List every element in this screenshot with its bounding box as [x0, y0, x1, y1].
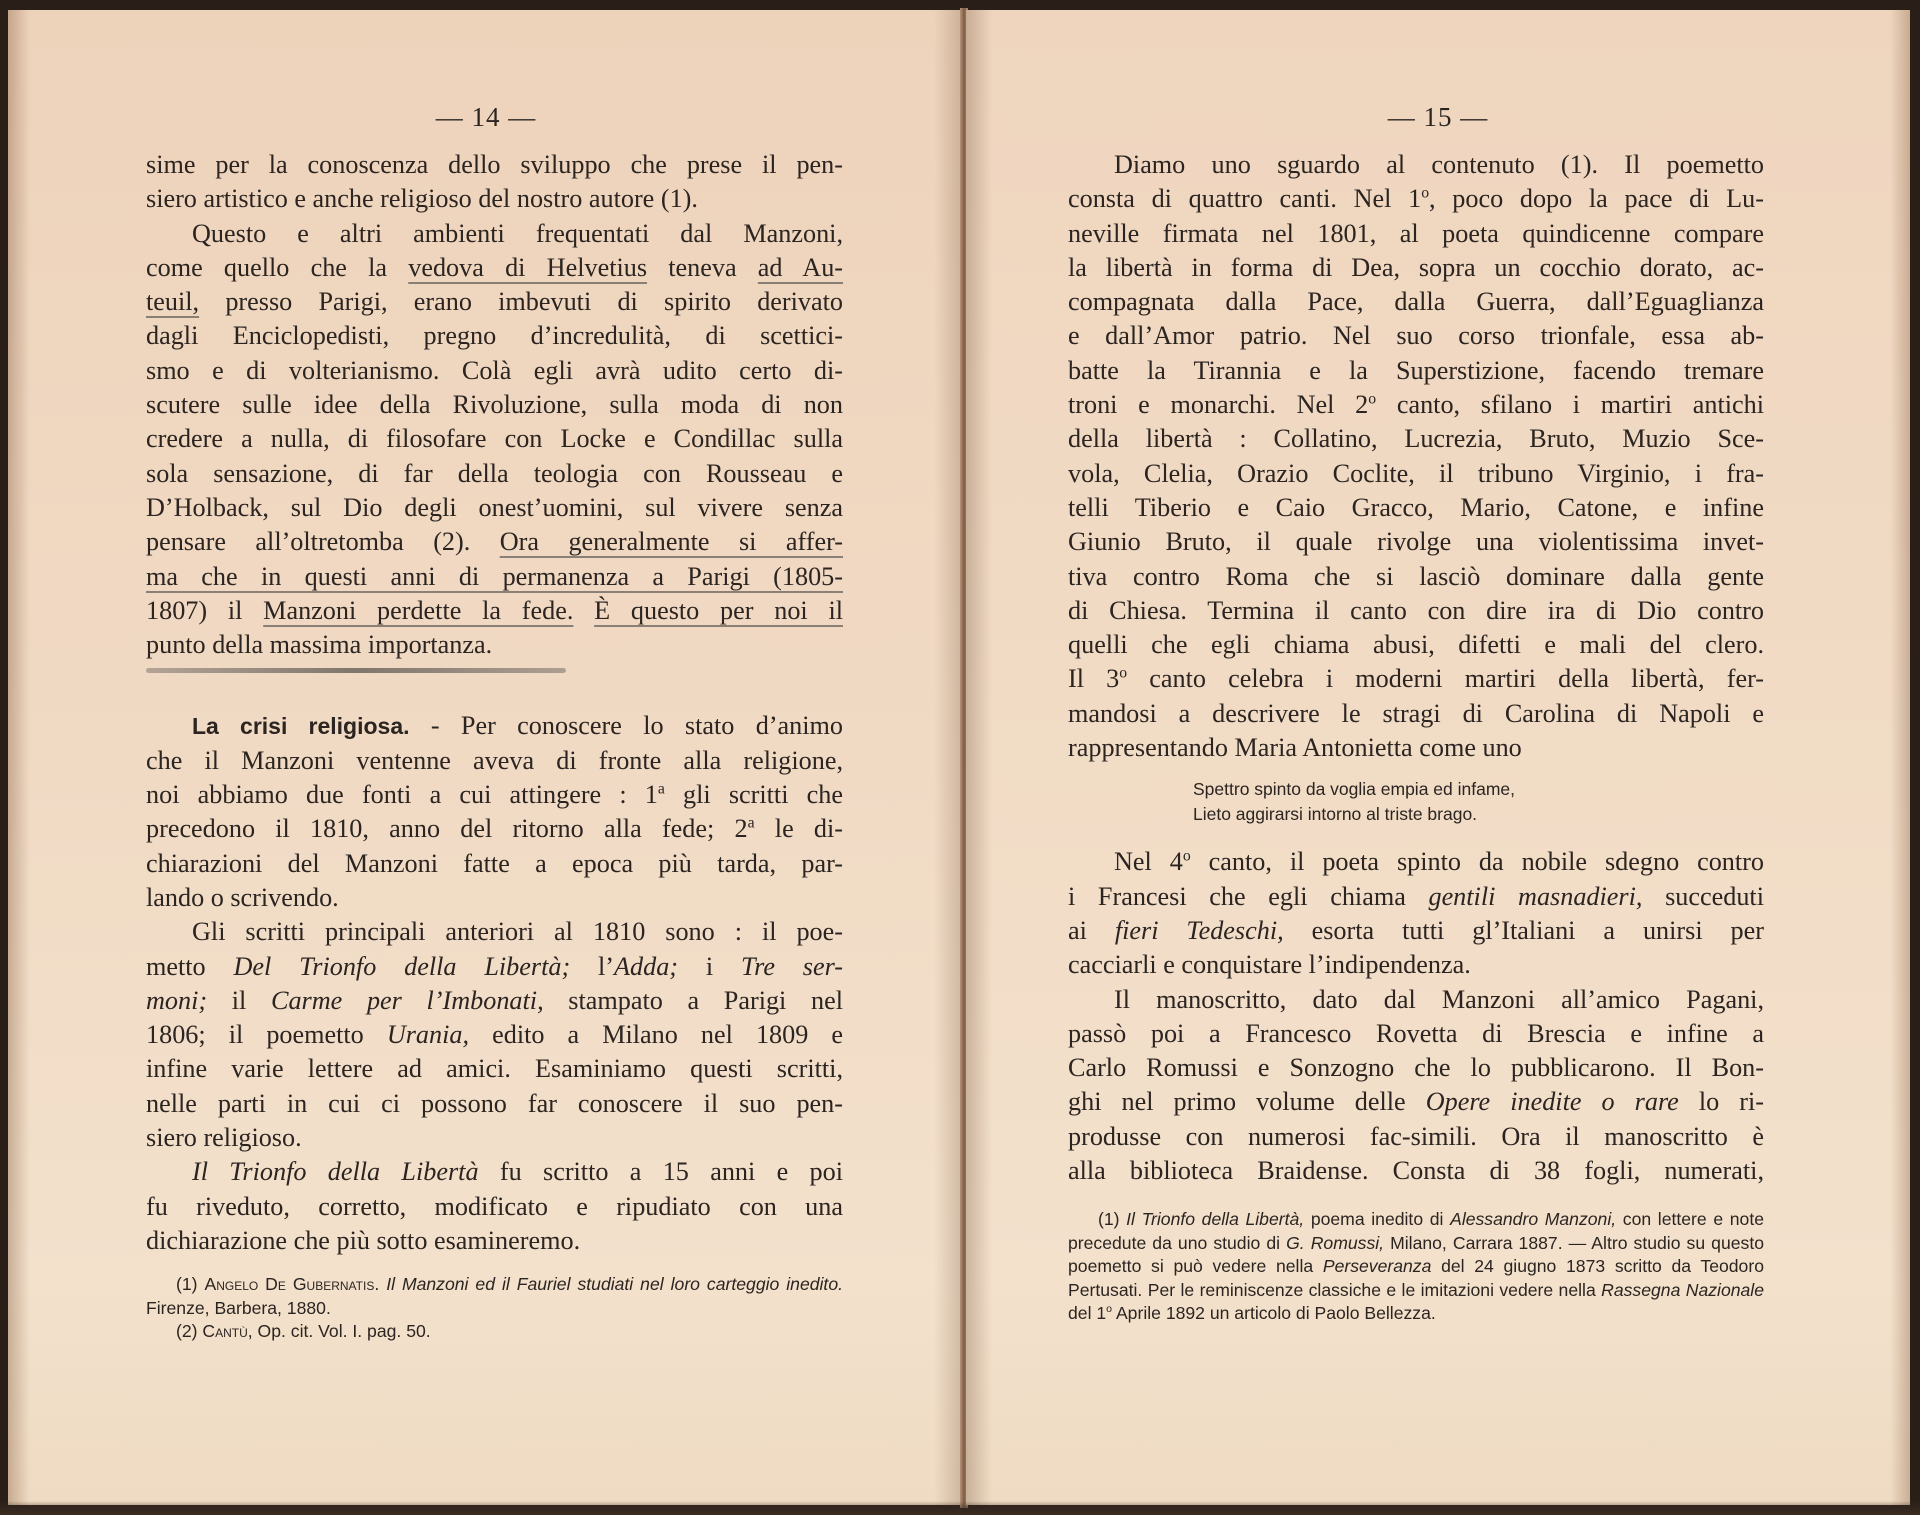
right-body-text [1068, 148, 1764, 1188]
left-page [8, 10, 964, 1505]
pencil-underline: Ora generalmente si affer- [499, 527, 843, 557]
paragraph: Il manoscritto, dato dal Manzoni all’amico Pagani, passò poi a Francesco Rovetta di Brescia e infine a Carlo Romussi e Sonzogno che lo pubblicarono. Il Bon- ghi nel primo volume delle Opere inedite o rare lo ri- produsse con numerosi fac-simili. Ora il manoscritto è alla biblioteca Braidense. Consta di 38 fogli, numerati, [1068, 984, 1764, 1186]
paragraph: Questo e altri ambienti frequentati dal Manzoni, come quello che la vedova di Helvetius teneva ad Au- teuil, presso Parigi, erano imbevuti di spirito derivato dagli Enciclopedisti, pregno d’incredulità, di scettici- smo e di volterianismo. Colà egli avrà udito certo di- scutere sulle idee della Rivoluzione, sulla moda di non credere a nulla, di filosofare con Locke e Condillac sulla sola sensazione, di far della teologia con Rousseau e D’Holback, sul Dio degli onest’uomini, sul vivere senza pensare all’oltretomba (2). Ora generalmente si affer- ma che in questi anni di permanenza a Parigi (1805- 1807) il Manzoni perdette la fede. È questo per noi il punto della massima importanza. [146, 218, 844, 660]
page-number-15: — 15 — [1387, 102, 1489, 132]
pencil-underline: ad Au- [757, 252, 844, 282]
paragraph: Gli scritti principali anteriori al 1810 sono : il poe- metto Del Trionfo della Libertà; l’Adda; i Tre ser- moni; il Carme per l’Imbonati, stampato a Parigi nel 1806; il poemetto Urania, edito a Milano nel 1809 e infine varie lettere ad amici. Esaminiamo questi scritti, nelle parti in cui ci possono far conoscere il suo pen- siero religioso. [146, 917, 844, 1153]
verse-quote: Spettro spinto da voglia empia ed infame, Lieto aggirarsi intorno al triste brago. [1193, 779, 1515, 825]
footnote-1: (1) Il Trionfo della Libertà, poema inedito di Alessandro Manzoni, con lettere e note precedute da uno studio di G. Romussi, Milano, Carrara 1887. — Altro studio su questo poemetto si può vedere nella Perseveranza del 24 giugno 1873 scritto da Teodoro Pertusati. Per le reminiscenze classiche e le imitazioni vedere nella Rassegna Nazionale del 1$^o$ Aprile 1892 un articolo di Paolo Bellezza. [1068, 1209, 1764, 1324]
pencil-underline: vedova di Helvetius [408, 252, 648, 282]
paragraph: Diamo uno sguardo al contenuto (1). Il poemetto consta di quattro canti. Nel 1$^o$, poco dopo la pace di Lu- neville firmata nel 1801, al poeta quindicenne compare la libertà in forma di Dea, sopra un cocchio dorato, ac- compagnata dalla Pace, dalla Guerra, dall’Eguaglianza e dall’Amor patrio. Nel suo corso trionfale, essa ab- batte la Tirannia e la Superstizione, facendo tremare troni e monarchi. Nel 2$^o$ canto, sfilano i martiri antichi della libertà : Collatino, Lucrezia, Bruto, Muzio Sce- vola, Clelia, Orazio Coclite, il tribuno Virginio, i fra- telli Tiberio e Caio Gracco, Mario, Catone, e infine Giunio Bruto, il quale rivolge una violentissima invet- tiva contro Roma che si lasciò dominare dalla gente di Chiesa. Termina il canto con dire ira di Dio contro quelli che egli chiama abusi, difetti e mali del clero. Il 3$^o$ canto celebra i moderni martiri della libertà, fer- mandosi a descrivere le stragi di Carolina di Napoli e rappresentando Maria Antonietta come uno [1068, 150, 1764, 763]
right-footnotes [1068, 1208, 1764, 1326]
pencil-underline: Manzoni perdette la fede. [263, 595, 574, 625]
right-page [966, 10, 1910, 1505]
footnote-1: (1) Angelo De Gubernatis. Il Manzoni ed il Fauriel studiati nel loro carteggio inedito. Firenze, Barbera, 1880. [146, 1274, 843, 1318]
pencil-underline: ma che in questi anni di permanenza a Parigi (1805- [146, 561, 843, 591]
section-heading: La crisi religiosa. [192, 713, 410, 740]
paragraph: Il Trionfo della Libertà fu scritto a 15 anni e poi fu riveduto, corretto, modificato e ripudiato con una dichiarazione che più sotto esamineremo. [146, 1157, 843, 1255]
paragraph: sime per la conoscenza dello sviluppo che prese il pen- siero artistico e anche religioso del nostro autore (1). [146, 150, 843, 214]
pencil-mark-rule [146, 668, 566, 673]
pencil-underline: È questo per noi il [594, 595, 843, 625]
footnote-2: (2) Cantù, Op. cit. Vol. I. pag. 50. [176, 1321, 431, 1342]
page-number-14: — 14 — [435, 102, 537, 132]
left-footnotes [146, 1273, 843, 1344]
page-bottom-edge [0, 1501, 1920, 1515]
paragraph: Nel 4$^o$ canto, il poeta spinto da nobile sdegno contro i Francesi che egli chiama gentili masnadieri, succeduti ai fieri Tedeschi, esorta tutti gl’Italiani a unirsi per cacciarli e conquistare l’indipendenza. [1068, 847, 1764, 980]
pencil-underline: teuil, [146, 287, 200, 317]
section-paragraph: La crisi religiosa. - Per conoscere lo stato d’animo che il Manzoni ventenne aveva di fronte alla religione, noi abbiamo due fonti a cui attingere : 1$^a$ gli scritti che precedono il 1810, anno del ritorno alla fede; 2$^a$ le di- chiarazioni del Manzoni fatte a epoca più tarda, par- lando o scrivendo. [146, 711, 843, 912]
left-body-text [146, 148, 843, 1258]
